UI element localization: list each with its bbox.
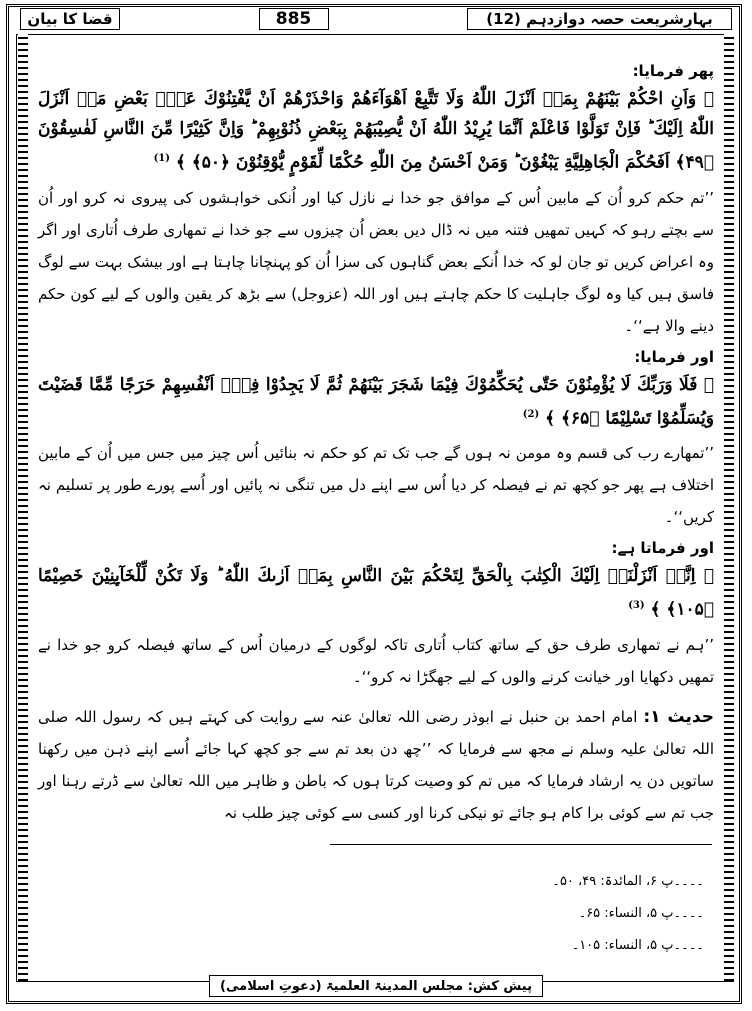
- quran-verse-3: [38, 561, 714, 625]
- footnote-ref-1: (1): [153, 153, 170, 164]
- footnote-3: ۔۔۔۔پ ۵، النساء: ۱۰۵۔: [571, 938, 704, 953]
- verse-text-1: ﴿ وَاَنِ احْكُمْ بَيْنَهُمْ بِمَاۤ اَنْزَلَ اللّٰهُ وَلَا تَتَّبِعْ اَهْوَآءَهُمْ وَاحْذَرْهُمْ اَنْ يَّفْتِنُوْكَ عَنْۢ بَعْضِ مَاۤ اَنْزَلَ اللّٰهُ اِلَيْكَ ؕ فَاِنْ تَوَلَّوْا فَاعْلَمْ اَنَّمَا يُرِيْدُ اللّٰهُ اَنْ يُّصِيْبَهُمْ بِبَعْضِ ذُنُوْبِهِمْ ؕ وَاِنَّ كَثِيْرًا مِّنَ النَّاسِ لَفٰسِقُوْنَ ﴿۴۹﴾ اَفَحُكْمَ الْجَاهِلِيَّةِ يَبْغُوْنَ ؕ وَمَنْ اَحْسَنُ مِنَ اللّٰهِ حُكْمًا لِّقَوْمٍ يُّوْقِنُوْنَ ﴿۵۰﴾ ﴾: [38, 89, 714, 173]
- hadith-paragraph: [38, 701, 714, 829]
- page-footer: [0, 975, 752, 997]
- hadith-label: حدیث ۱:: [643, 706, 714, 727]
- page-content: [38, 56, 714, 829]
- footnote-ref-3: (3): [628, 600, 645, 612]
- translation-3: ’’ہم نے تمھاری طرف حق کے ساتھ کتاب اُتاری تاکہ لوگوں کے درمیان اُس کے ساتھ فیصلہ کرو جو خدا نے تمھیں دکھایا اور خیانت کرنے والوں کے لیے جھگڑا نہ کرو‘‘۔: [38, 635, 714, 686]
- page-number: 885: [259, 8, 329, 30]
- book-title: بہارِشریعت حصہ دوازدہم (12): [467, 8, 732, 30]
- quran-verse-1: [38, 84, 714, 178]
- footnote-divider: [330, 844, 712, 845]
- section-label-3: اور فرماتا ہے:: [611, 539, 714, 558]
- translation-1: ’’تم حکم کرو اُن کے مابین اُس کے موافق جو خدا نے نازل کیا اور اُنکی خواہشوں کی پیروی نہ کرو اور اُن سے بچتے رہو کہ کہیں تمھیں فتنہ میں نہ ڈال دیں بعض اُن چیزوں سے جو خدا نے تمھاری طرف اُتاری اور اگر وہ اعراض کریں تو جان لو کہ خدا اُنکے بعض گناہوں کی سزا اُن کو پہنچانا چاہتا ہے اور بیشک بہت سے لوگ فاسق ہیں کیا وہ لوگ جاہلیت کا حکم چاہتے ہیں اور اللہ (عزوجل) سے بڑھ کر یقین والوں کے لیے کون حکم دینے والا ہے‘‘۔: [38, 188, 714, 335]
- page-header: [20, 6, 732, 32]
- quran-verse-2: [38, 370, 714, 434]
- footnote-2: ۔۔۔۔پ ۵، النساء: ۶۵۔: [578, 906, 704, 921]
- translation-2: ’’تمھارے رب کی قسم وہ مومن نہ ہوں گے جب تک تم کو حکم نہ بنائیں اُس چیز میں جس میں اُن کے مابین اختلاف ہے پھر جو کچھ تم نے فیصلہ کر دیا اُس سے اپنے دل میں تنگی نہ پائیں اور اُسے پورے طور پر تسلیم نہ کریں‘‘۔: [38, 444, 714, 527]
- footnotes: [552, 866, 704, 962]
- verse-text-3: ﴿ اِنَّاۤ اَنْزَلْنَاۤ اِلَيْكَ الْكِتٰبَ بِالْحَقِّ لِتَحْكُمَ بَيْنَ النَّاسِ بِمَاۤ اَرٰىكَ اللّٰهُ ؕ وَلَا تَكُنْ لِّلْخَآىِٕنِيْنَ خَصِيْمًا ﴿۱۰۵﴾ ﴾: [38, 566, 714, 620]
- decorative-border-right: [724, 34, 734, 981]
- decorative-border-left: [18, 34, 28, 981]
- section-label-1: پھر فرمایا:: [632, 62, 714, 80]
- footnote-ref-2: (2): [522, 408, 540, 420]
- footnote-1: ۔۔۔۔پ ۶، المائدۃ: ۴۹، ۵۰۔: [552, 874, 704, 889]
- chapter-title: قضا کا بیان: [20, 8, 120, 30]
- hadith-text: امام احمد بن حنبل نے ابوذر رضی اللہ تعالیٰ عنہ سے روایت کی کہتے ہیں کہ رسول اللہ صلی اللہ تعالیٰ علیہ وسلم نے مجھ سے فرمایا کہ ’’چھ دن بعد تم سے جو کچھ کہا جائے اُسے اپنے ذہن میں رکھنا ساتویں دن یہ ارشاد فرمایا کہ میں تم کو وصیت کرتا ہوں کہ باطن و ظاہر میں اللہ تعالیٰ سے ڈرتے رہنا اور جب تم سے کوئی برا کام ہو جائے تو نیکی کرنا اور کسی سے کوئی چیز طلب نہ: [38, 707, 714, 822]
- verse-text-2: ﴿ فَلَا وَرَبِّكَ لَا يُؤْمِنُوْنَ حَتّٰى يُحَكِّمُوْكَ فِيْمَا شَجَرَ بَيْنَهُمْ ثُمَّ لَا يَجِدُوْا فِيْۤ اَنْفُسِهِمْ حَرَجًا مِّمَّا قَضَيْتَ وَيُسَلِّمُوْا تَسْلِيْمًا ﴿۶۵﴾ ﴾: [38, 374, 714, 429]
- publisher-credit: پیش کش: مجلس المدینۃ العلمیۃ (دعوتِ اسلامی): [209, 975, 543, 997]
- section-label-2: اور فرمایا:: [634, 347, 714, 366]
